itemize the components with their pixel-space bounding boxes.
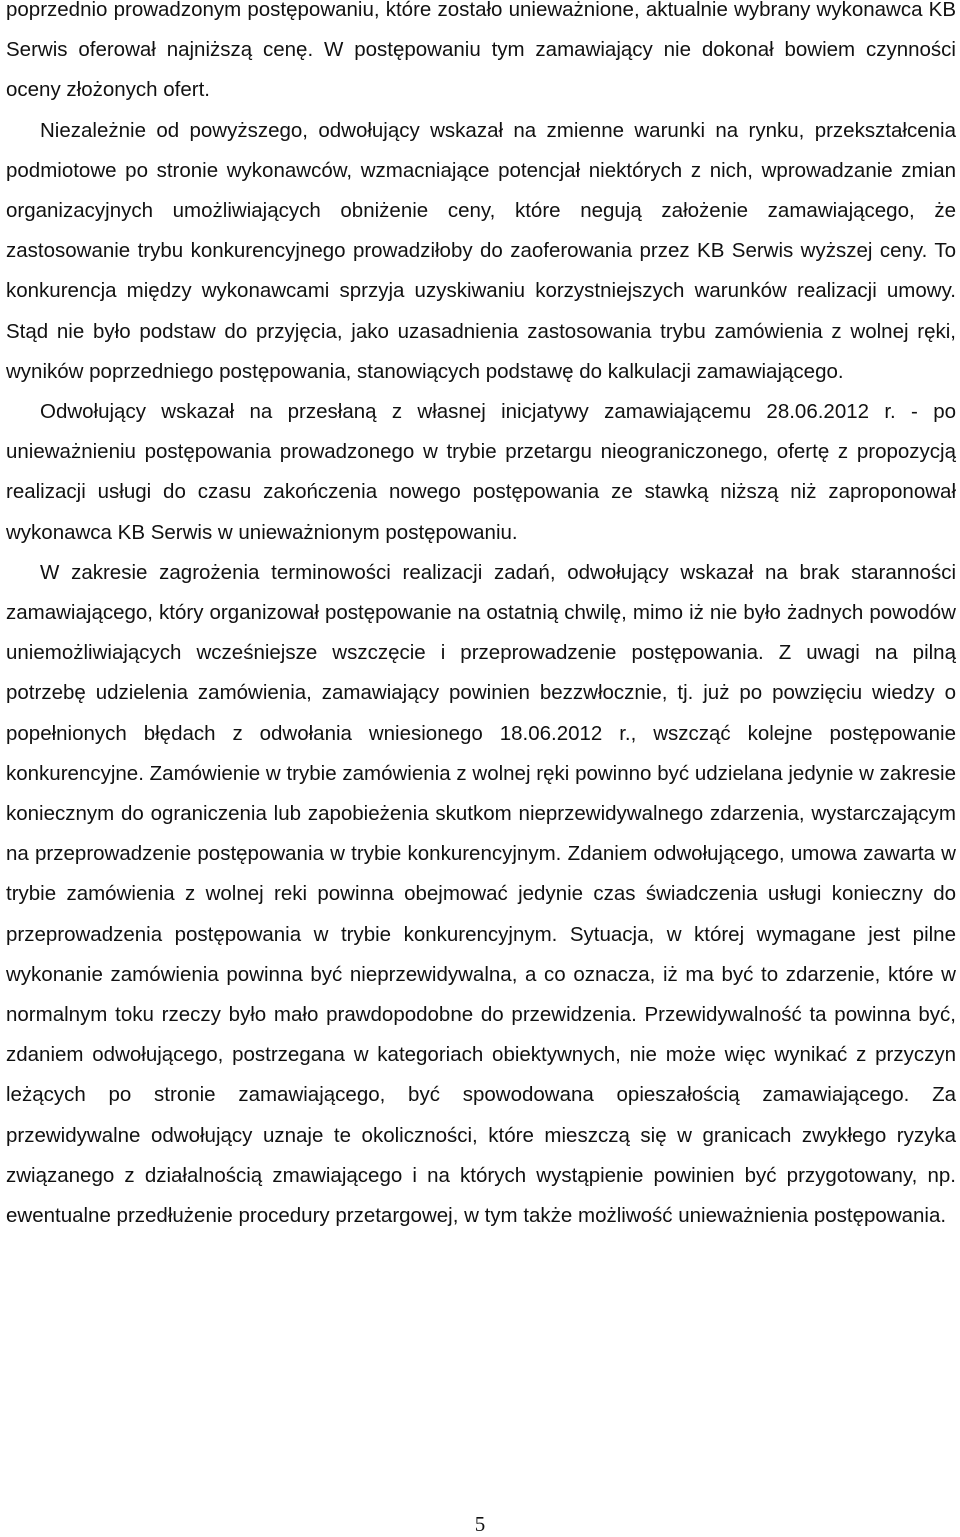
- paragraph-market-conditions: Niezależnie od powyższego, odwołujący wskazał na zmienne warunki na rynku, przekształcenia podmiotowe po stronie wykonawców, wzmacniające potencjał niektórych z nich, wprowadzanie zmian organizacyjnych umożliwiających obniżenie ceny, które negują założenie zamawiającego, że zastosowanie trybu konkurencyjnego prowadziłoby do zaoferowania przez KB Serwis wyższej ceny. To konkurencja między wykonawcami sprzyja uzyskiwaniu korzystniejszych warunków realizacji umowy. Stąd nie było podstaw do przyjęcia, jako uzasadnienia zastosowania trybu zamówienia z wolnej ręki, wyników poprzedniego postępowania, stanowiących podstawę do kalkulacji zamawiającego.: [6, 118, 956, 383]
- page-number: 5: [474, 1512, 486, 1536]
- paragraph-timeliness-threat: W zakresie zagrożenia terminowości realizacji zadań, odwołujący wskazał na brak staranności zamawiającego, który organizował postępowanie na ostatnią chwilę, mimo iż nie było żadnych powodów uniemożliwiających wcześniejsze wszczęcie i przeprowadzenie postępowania. Z uwagi na pilną potrzebę udzielenia zamówienia, zamawiający powinien bezzwłocznie, tj. już po powzięciu wiedzy o popełnionych błędach z odwołania wniesionego 18.06.2012 r., wszcząć kolejne postępowanie konkurencyjne. Zamówienie w trybie zamówienia z wolnej ręki powinno być udzielana jedynie w zakresie koniecznym do ograniczenia lub zapobieżenia skutkom nieprzewidywalnego zdarzenia, wystarczającym na przeprowadzenie postępowania w trybie konkurencyjnym. Zdaniem odwołującego, umowa zawarta w trybie zamówienia z wolnej reki powinna obejmować jedynie czas świadczenia usługi konieczny do przeprowadzenia postępowania w trybie konkurencyjnym. Sytuacja, w której wymagane jest pilne wykonanie zamówienia powinna być nieprzewidywalna, a co oznacza, iż ma być to zdarzenie, które w normalnym toku rzeczy było mało prawdopodobne do przewidzenia. Przewidywalność ta powinna być, zdaniem odwołującego, postrzegana w kategoriach obiektywnych, nie może więc wynikać z przyczyn leżących po stronie zamawiającego, być spowodowana opieszałością zamawiającego. Za przewidywalne odwołujący uznaje te okoliczności, które mieszczą się w granicach zwykłego ryzyka związanego z działalnością zmawiającego i na których wystąpienie powinien być przygotowany, np. ewentualne przedłużenie procedury przetargowej, w tym także możliwość unieważnienia postępowania.: [6, 560, 956, 1228]
- paragraph-own-initiative-offer: Odwołujący wskazał na przesłaną z własnej inicjatywy zamawiającemu 28.06.2012 r. - po unieważnieniu postępowania prowadzonego w trybie przetargu nieograniczonego, ofertę z propozycją realizacji usługi do czasu zakończenia nowego postępowania ze stawką niższą niż zaproponował wykonawca KB Serwis w unieważnionym postępowaniu.: [6, 400, 956, 544]
- document-page: [6, 0, 956, 1236]
- paragraph-continued: poprzednio prowadzonym postępowaniu, które zostało unieważnione, aktualnie wybrany wykonawca KB Serwis oferował najniższą cenę. W postępowaniu tym zamawiający nie dokonał bowiem czynności oceny złożonych ofert.: [6, 0, 956, 102]
